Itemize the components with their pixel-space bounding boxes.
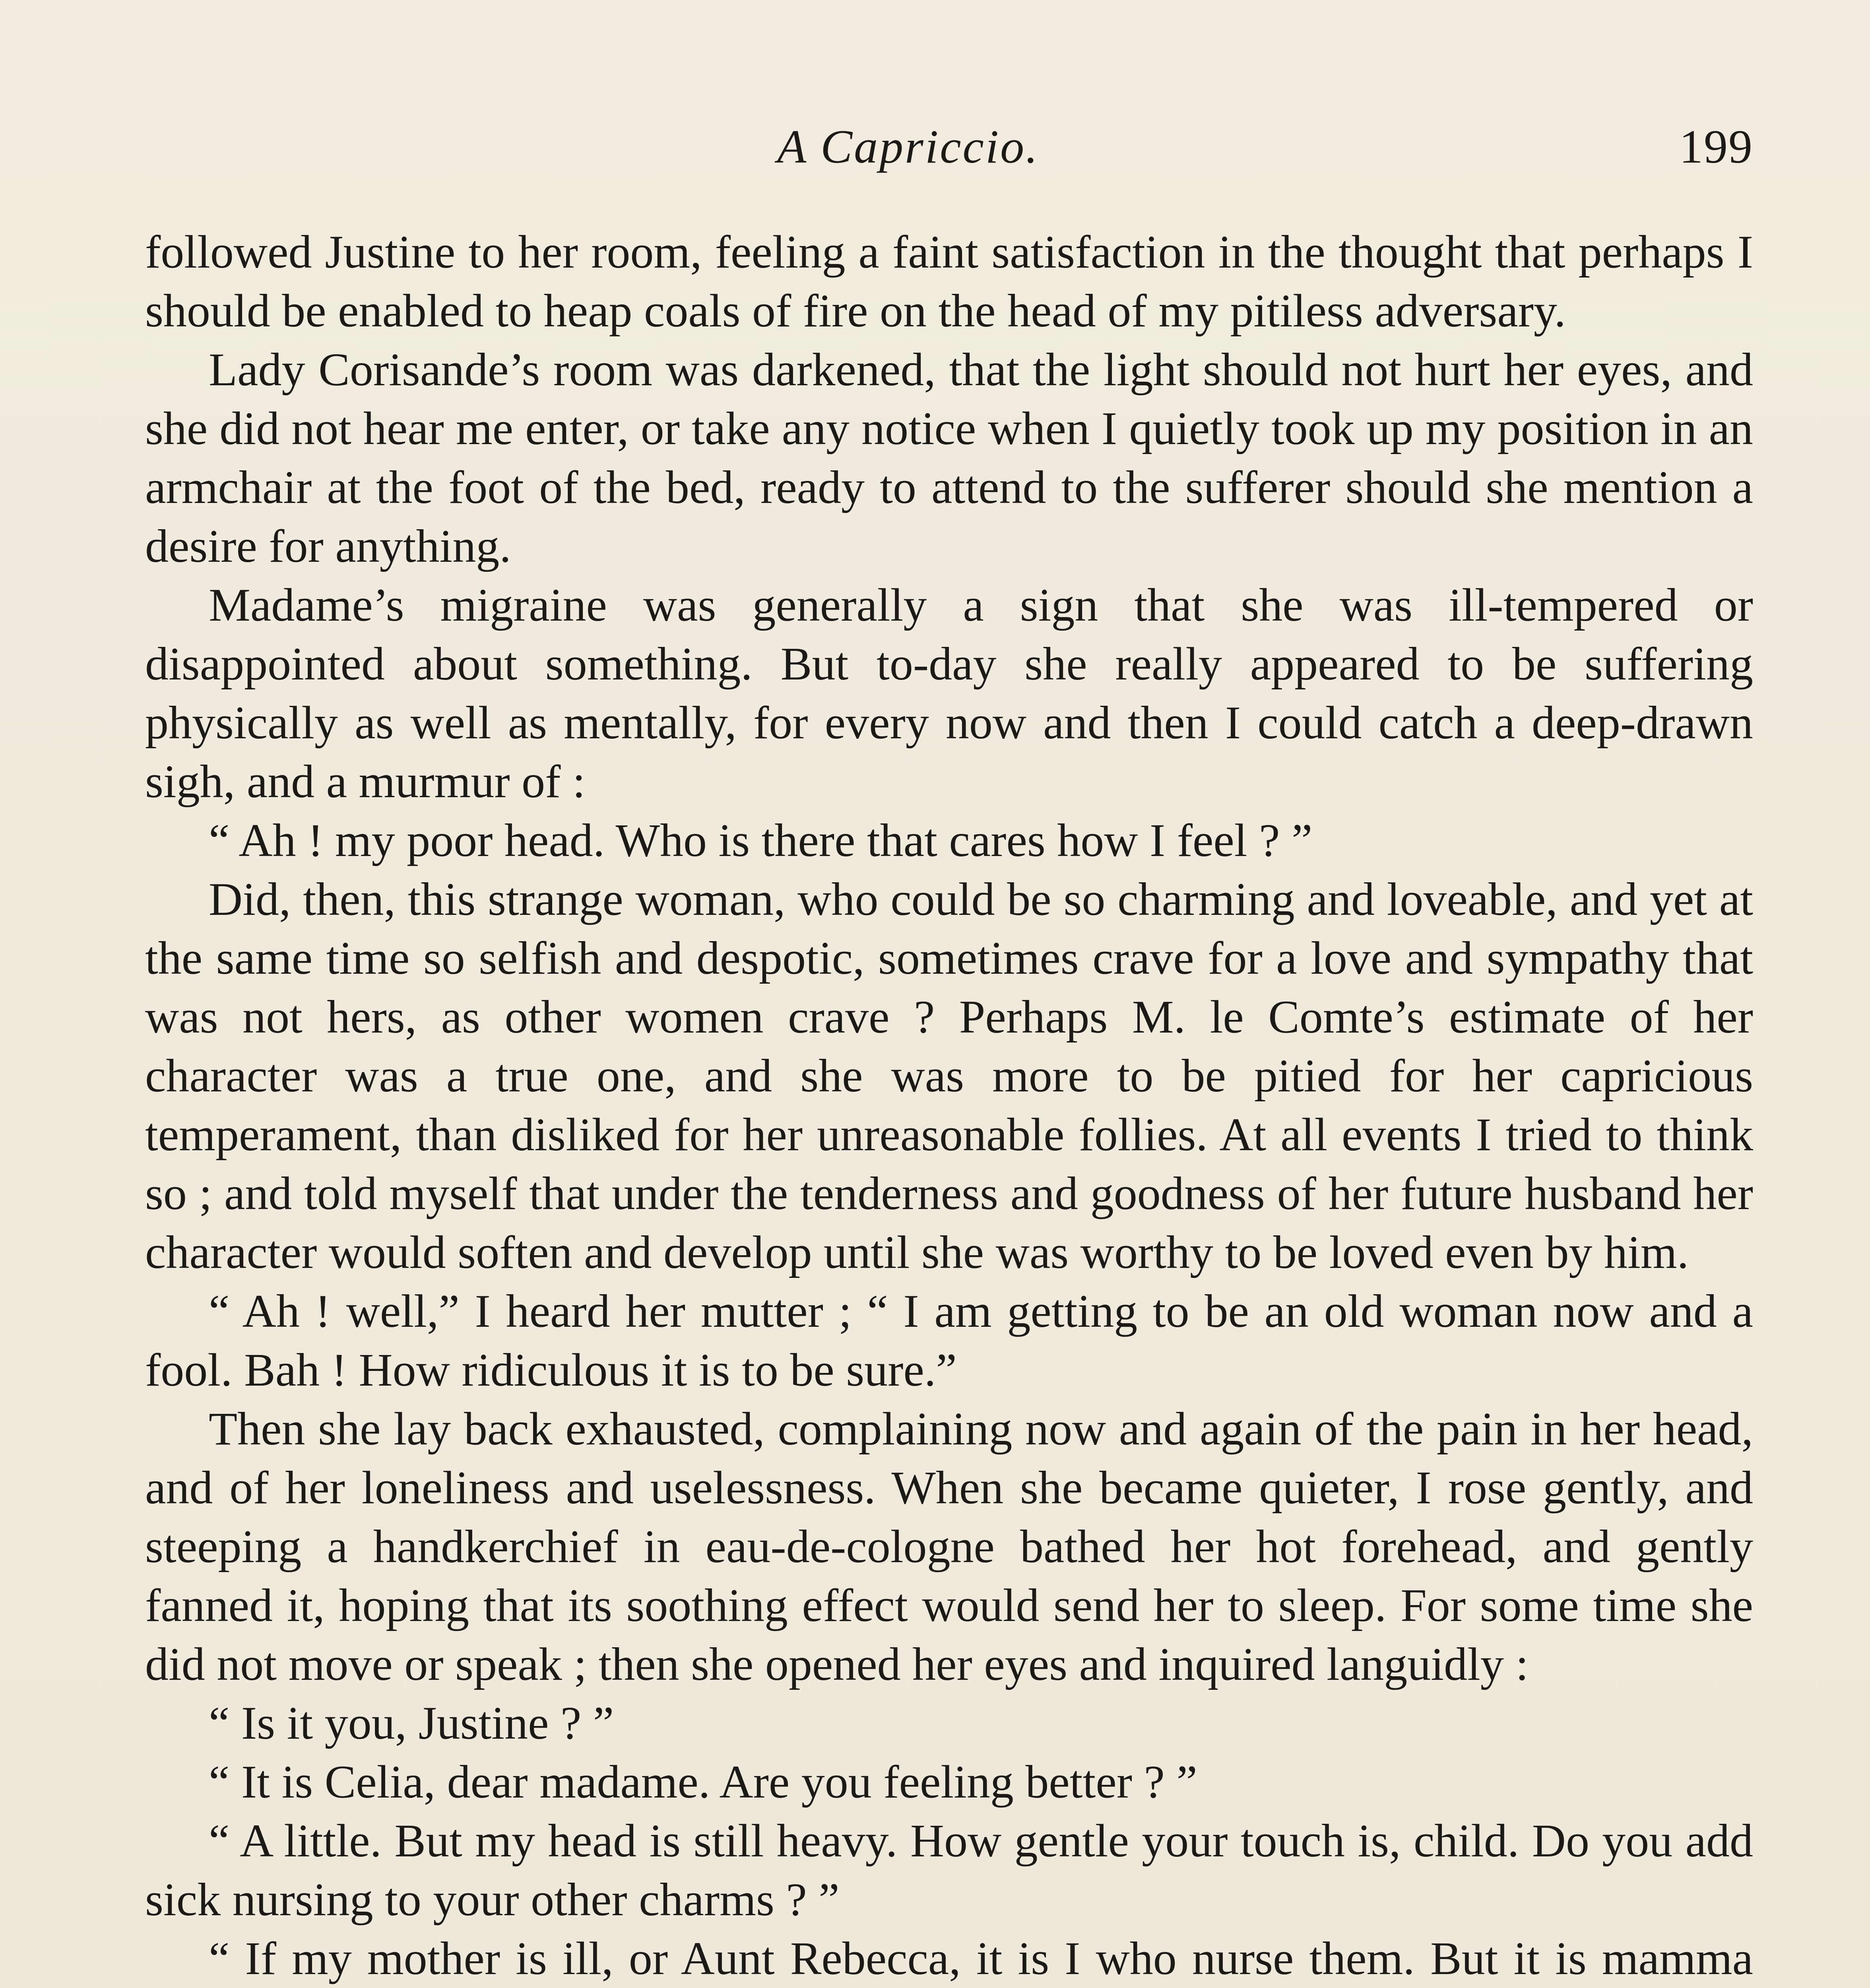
page-number: 199 — [1679, 120, 1753, 173]
paragraph: “ Ah ! well,” I heard her mutter ; “ I am getting to be an old woman now and a fool. Bah ! How ridiculous it is to be sure.” — [145, 1285, 1753, 1396]
paragraph: Then she lay back exhausted, complaining now and again of the pain in her head, and of her loneliness and uselessness. When she became quieter, I rose gently, and steeping a handkerchief in eau-de-cologne bathed her hot forehead, and gently fanned it, hoping that its soothing effect would send her to sleep. For some time she did not move or speak ; then she opened her eyes and inquired languidly : — [145, 1403, 1753, 1690]
paragraph: Did, then, this strange woman, who could be so charming and loveable, and yet at the same time so selfish and despotic, sometimes crave for a love and sympathy that was not hers, as other women crave ? Perhaps M. le Comte’s estimate of her character was a true one, and she was more to be pitied for her capricious temperament, than disliked for her unreasonable follies. At all events I tried to think so ; and told myself that under the tenderness and goodness of her future husband her character would soften and develop until she was worthy to be loved even by him. — [145, 873, 1753, 1278]
paragraph: Lady Corisande’s room was darkened, that the light should not hurt her eyes, and she did not hear me enter, or take any notice when I quietly took up my position in an armchair at the foot of the bed, ready to attend to the sufferer should she mention a desire for anything. — [145, 344, 1753, 572]
paragraph: “ It is Celia, dear madame. Are you feeling better ? ” — [209, 1756, 1197, 1808]
paragraph: “ Ah ! my poor head. Who is there that cares how I feel ? ” — [209, 814, 1313, 866]
running-title: A Capriccio. — [777, 120, 1040, 173]
running-head — [145, 119, 1753, 171]
paragraph: Madame’s migraine was generally a sign that she was ill-tempered or disappointed about something. But to-day she really appeared to be suffering physically as well as mentally, for every now and then I could catch a deep-drawn sigh, and a murmur of : — [145, 579, 1753, 808]
body-text — [145, 223, 1753, 1988]
paragraph: “ If my mother is ill, or Aunt Rebecca, it is I who nurse them. But it is mamma — [209, 1932, 1753, 1984]
paragraph: followed Justine to her room, feeling a faint satisfaction in the thought that perhaps I should be enabled to heap coals of fire on the head of my pitiless adversary. — [145, 226, 1753, 337]
paragraph: “ A little. But my head is still heavy. How gentle your touch is, child. Do you add sick nursing to your other charms ? ” — [145, 1815, 1753, 1926]
paragraph: “ Is it you, Justine ? ” — [209, 1697, 614, 1749]
